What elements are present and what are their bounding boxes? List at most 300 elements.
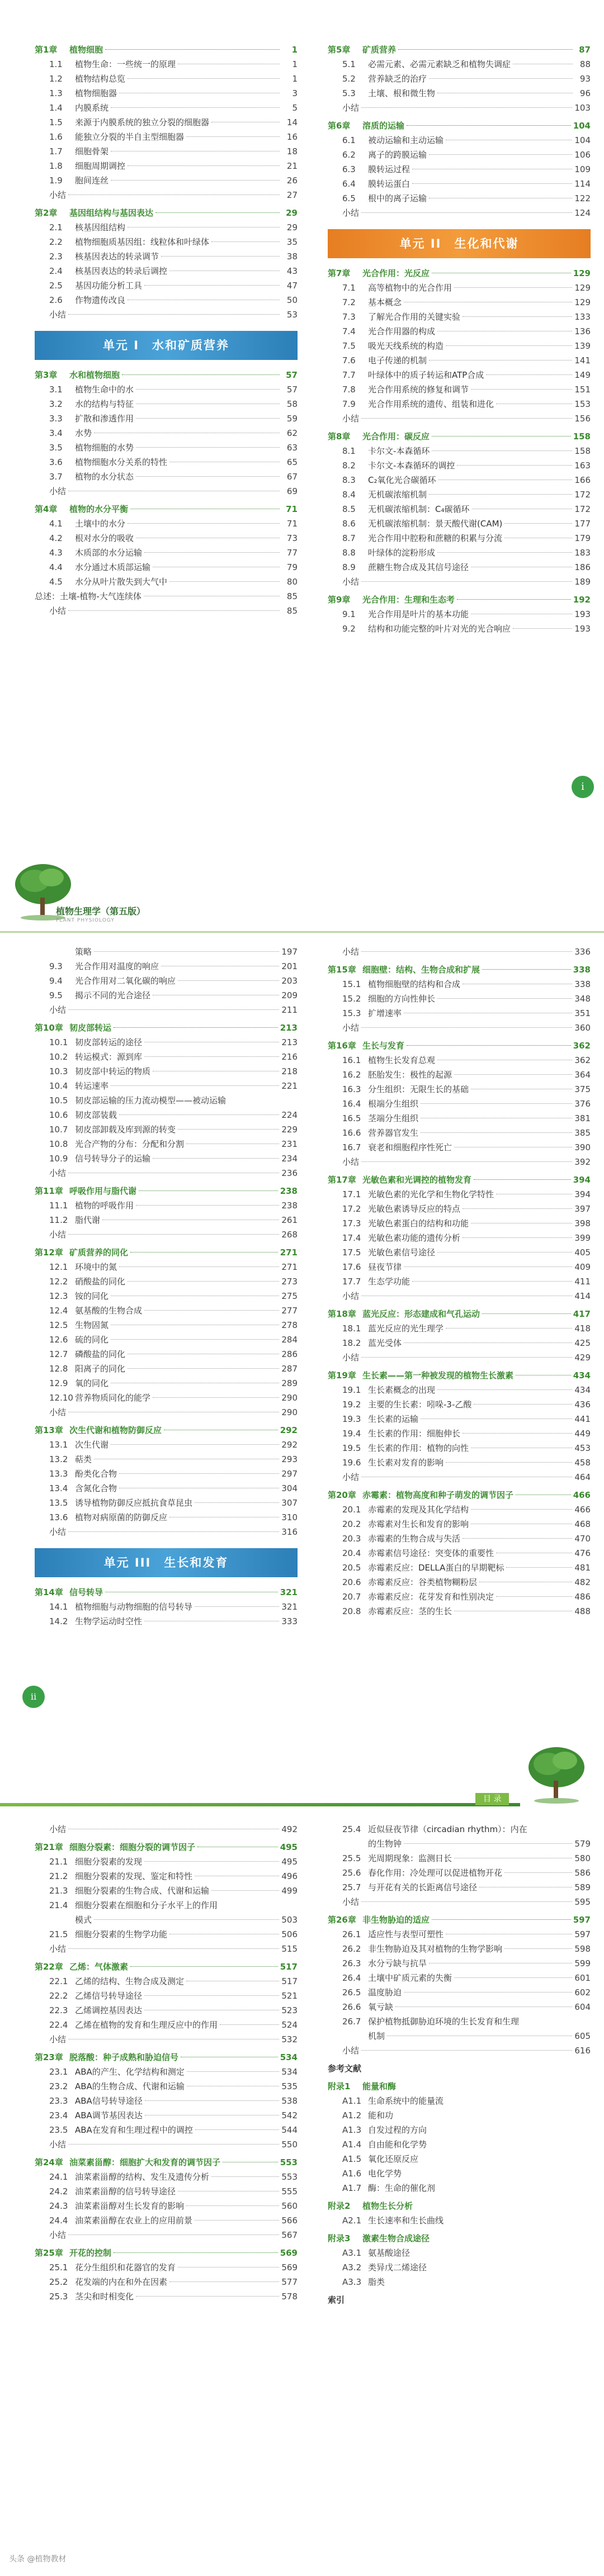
- toc-section[interactable]: [35, 2184, 298, 2199]
- toc-section[interactable]: [35, 1151, 298, 1166]
- toc-section[interactable]: [328, 1245, 591, 1260]
- toc-section[interactable]: [328, 2014, 591, 2029]
- toc-section[interactable]: [328, 57, 591, 72]
- toc-section[interactable]: [328, 1441, 591, 1455]
- toc-section[interactable]: [35, 1496, 298, 1510]
- toc-section[interactable]: [35, 278, 298, 293]
- toc-section[interactable]: [35, 220, 298, 235]
- toc-section[interactable]: [328, 2123, 591, 2137]
- header-divider: [0, 931, 604, 933]
- toc-section[interactable]: [35, 382, 298, 397]
- toc-section[interactable]: [35, 1318, 298, 1332]
- toc-chapter[interactable]: [328, 962, 591, 977]
- entry-title: 水分从叶片散失到大气中: [75, 577, 168, 587]
- toc-section[interactable]: [328, 1575, 591, 1590]
- toc-section[interactable]: [35, 2003, 298, 2018]
- toc-chapter[interactable]: [35, 1245, 298, 1260]
- entry-number: 第25章: [35, 2248, 63, 2258]
- toc-section[interactable]: [328, 162, 591, 177]
- toc-section[interactable]: [35, 1108, 298, 1122]
- toc-section[interactable]: [328, 1202, 591, 1216]
- toc-section[interactable]: [328, 607, 591, 622]
- toc-chapter[interactable]: [328, 118, 591, 133]
- entry-number: 15.3: [342, 1008, 361, 1018]
- leader-dots: [169, 581, 280, 582]
- entry-number: 第26章: [328, 1915, 356, 1925]
- toc-summary[interactable]: [328, 1350, 591, 1365]
- toc-section[interactable]: [35, 2094, 298, 2108]
- toc-section[interactable]: [328, 1956, 591, 1971]
- toc-summary[interactable]: [35, 1525, 298, 1539]
- toc-section[interactable]: [35, 57, 298, 72]
- entry-title: ABA在发育和生理过程中的调控: [75, 2125, 193, 2135]
- toc-section[interactable]: [328, 1053, 591, 1068]
- toc-heading[interactable]: [328, 2061, 591, 2076]
- toc-section[interactable]: [328, 1097, 591, 1111]
- toc-section[interactable]: [35, 1884, 298, 1898]
- toc-section[interactable]: [328, 1336, 591, 1350]
- toc-section[interactable]: [35, 1869, 298, 1884]
- toc-continuation[interactable]: [35, 945, 298, 959]
- leader-dots: [136, 418, 280, 419]
- toc-section[interactable]: [328, 1822, 591, 1837]
- toc-summary[interactable]: [35, 2032, 298, 2047]
- toc-section[interactable]: [35, 1035, 298, 1050]
- leader-dots: [395, 2006, 572, 2007]
- toc-section[interactable]: [328, 2094, 591, 2108]
- toc-section[interactable]: [35, 293, 298, 307]
- toc-section[interactable]: [328, 2137, 591, 2152]
- toc-section[interactable]: [35, 1600, 298, 1614]
- entry-title: 氧亏缺: [368, 2002, 394, 2012]
- toc-section[interactable]: [35, 159, 298, 173]
- toc-section[interactable]: [35, 1122, 298, 1137]
- toc-section[interactable]: [328, 473, 591, 487]
- toc-section[interactable]: [328, 1880, 591, 1895]
- toc-section[interactable]: [328, 148, 591, 162]
- toc-section[interactable]: [328, 1126, 591, 1140]
- toc-section[interactable]: [328, 1590, 591, 1604]
- toc-section[interactable]: [35, 469, 298, 484]
- entry-title: 植物细胞器: [75, 88, 117, 98]
- toc-section[interactable]: [35, 560, 298, 575]
- toc-section[interactable]: [328, 310, 591, 324]
- toc-chapter[interactable]: [328, 266, 591, 281]
- toc-section[interactable]: [35, 1260, 298, 1274]
- toc-section[interactable]: [328, 1985, 591, 2000]
- toc-section[interactable]: [328, 397, 591, 411]
- toc-section[interactable]: [328, 324, 591, 339]
- entry-title: 生长素的运输: [368, 1414, 419, 1424]
- toc-section[interactable]: [35, 115, 298, 130]
- toc-section[interactable]: [35, 1289, 298, 1303]
- page-number: 67: [286, 472, 298, 482]
- toc-chapter[interactable]: [328, 1173, 591, 1187]
- toc-section[interactable]: [35, 2065, 298, 2079]
- toc-summary[interactable]: [328, 411, 591, 426]
- page-number: 470: [574, 1534, 591, 1544]
- toc-summary[interactable]: [35, 1166, 298, 1180]
- toc-section[interactable]: [328, 1216, 591, 1231]
- toc-summary[interactable]: [328, 945, 591, 959]
- toc-section[interactable]: [35, 575, 298, 589]
- entry-number: 6.4: [342, 179, 356, 189]
- toc-section[interactable]: [328, 72, 591, 86]
- toc-section[interactable]: [328, 444, 591, 458]
- entry-number: 7.4: [342, 326, 356, 336]
- toc-summary[interactable]: [35, 2137, 298, 2152]
- toc-section[interactable]: [35, 1303, 298, 1318]
- entry-title: 小结: [342, 1023, 360, 1033]
- toc-section[interactable]: [328, 1383, 591, 1397]
- toc-section[interactable]: [35, 2199, 298, 2213]
- toc-section[interactable]: [35, 1898, 298, 1913]
- toc-summary[interactable]: [328, 1289, 591, 1303]
- toc-continuation[interactable]: [328, 1837, 591, 1851]
- page-number: 292: [281, 1440, 298, 1450]
- page-number: 29: [286, 222, 298, 233]
- page-number: 50: [286, 295, 298, 305]
- toc-section[interactable]: [35, 1927, 298, 1942]
- leader-dots: [119, 1266, 279, 1267]
- toc-section[interactable]: [35, 440, 298, 455]
- toc-section[interactable]: [328, 339, 591, 353]
- toc-section[interactable]: [328, 133, 591, 148]
- toc-summary[interactable]: [35, 1003, 298, 1017]
- toc-section[interactable]: [328, 992, 591, 1006]
- toc-chapter[interactable]: [35, 206, 298, 220]
- toc-section[interactable]: [35, 1332, 298, 1347]
- toc-summary[interactable]: [328, 101, 591, 115]
- toc-chapter[interactable]: [35, 1840, 298, 1854]
- toc-section[interactable]: [328, 295, 591, 310]
- toc-section[interactable]: [35, 426, 298, 440]
- toc-summary[interactable]: [328, 1470, 591, 1484]
- entry-title: 光敏色素功能的遗传分析: [368, 1233, 461, 1243]
- toc-chapter[interactable]: [328, 1038, 591, 1053]
- entry-number: 3.6: [49, 457, 63, 467]
- toc-section[interactable]: [35, 130, 298, 144]
- page-number: 183: [574, 548, 591, 558]
- entry-title: 氨基酸的生物合成: [75, 1306, 143, 1316]
- entry-title: 自发过程的方向: [368, 2125, 427, 2135]
- toc-section[interactable]: [328, 1260, 591, 1274]
- toc-chapter[interactable]: [328, 592, 591, 607]
- entry-title: 激素生物合成途径: [362, 2233, 430, 2243]
- toc-chapter[interactable]: [35, 1585, 298, 1600]
- toc-section[interactable]: [35, 1510, 298, 1525]
- entry-number: 10.3: [49, 1066, 68, 1076]
- entry-title: C₂氧化光合碳循环: [368, 475, 436, 485]
- toc-section[interactable]: [35, 1198, 298, 1213]
- toc-section[interactable]: [328, 1604, 591, 1619]
- leader-dots: [153, 1158, 279, 1159]
- page-number: 197: [281, 947, 298, 957]
- toc-chapter[interactable]: [328, 429, 591, 444]
- entry-title: 电子传递的机制: [368, 355, 427, 366]
- toc-section[interactable]: [328, 1517, 591, 1531]
- entry-number: 第8章: [328, 431, 351, 442]
- toc-section[interactable]: [35, 531, 298, 545]
- toc-section[interactable]: [35, 2018, 298, 2032]
- toc-section[interactable]: [328, 1397, 591, 1412]
- page-number: 216: [281, 1052, 298, 1062]
- toc-section[interactable]: [35, 86, 298, 101]
- toc-chapter[interactable]: [328, 2079, 591, 2094]
- toc-section[interactable]: [35, 1347, 298, 1361]
- toc-section[interactable]: [35, 144, 298, 159]
- entry-title: 乙烯在植物的发育和生理反应中的作用: [75, 2020, 218, 2030]
- toc-section[interactable]: [328, 502, 591, 516]
- section-tab: 目 录: [475, 1793, 509, 1805]
- toc-section[interactable]: [328, 1321, 591, 1336]
- toc-chapter[interactable]: [35, 2050, 298, 2065]
- toc-section[interactable]: [328, 622, 591, 636]
- entry-number: 3.2: [49, 399, 63, 409]
- entry-title: 韧皮部卸载及库到源的转变: [75, 1125, 176, 1135]
- page-number: 158: [574, 446, 591, 456]
- toc-section[interactable]: [328, 2000, 591, 2014]
- toc-chapter[interactable]: [328, 1307, 591, 1321]
- toc-section[interactable]: [328, 1546, 591, 1560]
- toc-section[interactable]: [328, 281, 591, 295]
- toc-section[interactable]: [35, 1989, 298, 2003]
- toc-section[interactable]: [35, 516, 298, 531]
- toc-section[interactable]: [328, 1068, 591, 1082]
- page-number: 286: [281, 1349, 298, 1359]
- toc-section[interactable]: [35, 1854, 298, 1869]
- toc-section[interactable]: [328, 1927, 591, 1942]
- toc-section[interactable]: [328, 382, 591, 397]
- toc-section[interactable]: [35, 545, 298, 560]
- toc-section[interactable]: [328, 1502, 591, 1517]
- page-number: 409: [574, 1262, 591, 1272]
- toc-summary[interactable]: [328, 2043, 591, 2058]
- toc-section[interactable]: [328, 353, 591, 368]
- toc-section[interactable]: [328, 1866, 591, 1880]
- toc-section[interactable]: [328, 1942, 591, 1956]
- toc-section[interactable]: [328, 2275, 591, 2289]
- toc-chapter[interactable]: [35, 368, 298, 382]
- toc-section[interactable]: [35, 1093, 298, 1108]
- toc-section[interactable]: [328, 977, 591, 992]
- toc-chapter[interactable]: [328, 1488, 591, 1502]
- toc-section[interactable]: [35, 2108, 298, 2123]
- toc-summary[interactable]: [328, 1021, 591, 1035]
- toc-summary[interactable]: [35, 1227, 298, 1242]
- toc-section[interactable]: [328, 1426, 591, 1441]
- toc-section[interactable]: [328, 545, 591, 560]
- entry-number: 12.5: [49, 1320, 68, 1330]
- entry-number: 第18章: [328, 1309, 356, 1319]
- toc-section[interactable]: [35, 1064, 298, 1079]
- toc-section[interactable]: [35, 974, 298, 988]
- entry-number: 9.5: [49, 990, 63, 1000]
- entry-number: 16.3: [342, 1084, 361, 1094]
- toc-section[interactable]: [35, 2275, 298, 2289]
- toc-chapter[interactable]: [35, 2246, 298, 2260]
- toc-summary[interactable]: [35, 1822, 298, 1837]
- leader-dots: [111, 1085, 279, 1086]
- toc-chapter[interactable]: [328, 2199, 591, 2213]
- toc-section[interactable]: [328, 1412, 591, 1426]
- toc-summary[interactable]: [35, 307, 298, 322]
- entry-number: 13.2: [49, 1454, 68, 1464]
- toc-chapter[interactable]: [35, 502, 298, 516]
- toc-chapter[interactable]: [35, 42, 298, 57]
- toc-chapter[interactable]: [328, 1368, 591, 1383]
- toc-summary[interactable]: [35, 1942, 298, 1956]
- toc-section[interactable]: [328, 2152, 591, 2166]
- toc-chapter[interactable]: [328, 1913, 591, 1927]
- entry-title: 小结: [342, 414, 360, 424]
- toc-continuation[interactable]: [328, 2029, 591, 2043]
- page-number: 414: [574, 1291, 591, 1301]
- toc-continuation[interactable]: [35, 1913, 298, 1927]
- toc-section[interactable]: [35, 235, 298, 249]
- toc-chapter[interactable]: [35, 2155, 298, 2170]
- page-number: 449: [574, 1429, 591, 1439]
- toc-section[interactable]: [35, 2170, 298, 2184]
- toc-section[interactable]: [35, 455, 298, 469]
- toc-section[interactable]: [35, 2123, 298, 2137]
- toc-section[interactable]: [328, 560, 591, 575]
- page-number: 87: [579, 45, 591, 55]
- page-number: 441: [574, 1414, 591, 1424]
- toc-summary[interactable]: [35, 188, 298, 202]
- toc-section[interactable]: [35, 1137, 298, 1151]
- toc-section[interactable]: [328, 1560, 591, 1575]
- page-number: 434: [574, 1385, 591, 1395]
- entry-title: 的生物钟: [368, 1839, 402, 1849]
- page-number: 1: [292, 59, 298, 69]
- toc-section[interactable]: [328, 2213, 591, 2228]
- toc-section[interactable]: [328, 458, 591, 473]
- toc-section[interactable]: [328, 487, 591, 502]
- toc-section[interactable]: [328, 1006, 591, 1021]
- toc-section[interactable]: [35, 1974, 298, 1989]
- leader-dots: [446, 345, 572, 346]
- toc-summary[interactable]: [35, 1405, 298, 1420]
- page-number: 597: [574, 1929, 591, 1939]
- toc-section[interactable]: [328, 2166, 591, 2181]
- book-title: 植物生理学（第五版）: [56, 906, 146, 917]
- page-number: 278: [281, 1320, 298, 1330]
- toc-section[interactable]: [328, 2181, 591, 2195]
- toc-section[interactable]: [35, 411, 298, 426]
- toc-section[interactable]: [35, 2213, 298, 2228]
- toc-section[interactable]: [328, 1971, 591, 1985]
- toc-section[interactable]: [35, 959, 298, 974]
- toc-section[interactable]: [35, 1467, 298, 1481]
- toc-chapter[interactable]: [35, 1423, 298, 1438]
- toc-chapter[interactable]: [35, 1184, 298, 1198]
- toc-summary[interactable]: [328, 206, 591, 220]
- toc-section[interactable]: [35, 1079, 298, 1093]
- entry-title: 矿质营养的同化: [69, 1247, 129, 1258]
- toc-section[interactable]: [328, 2260, 591, 2275]
- entry-number: 7.9: [342, 399, 356, 409]
- page-number: 211: [281, 1005, 298, 1015]
- toc-section[interactable]: [328, 368, 591, 382]
- toc-section[interactable]: [328, 1851, 591, 1866]
- toc-chapter[interactable]: [35, 1960, 298, 1974]
- toc-section[interactable]: [35, 1213, 298, 1227]
- toc-section[interactable]: [35, 2079, 298, 2094]
- toc-section[interactable]: [328, 177, 591, 191]
- entry-number: 附录1: [328, 2081, 351, 2091]
- toc-section[interactable]: [35, 988, 298, 1003]
- toc-section[interactable]: [35, 72, 298, 86]
- toc-section[interactable]: [328, 1082, 591, 1097]
- toc-section[interactable]: [35, 1614, 298, 1629]
- toc-heading[interactable]: [328, 2293, 591, 2307]
- toc-section[interactable]: [35, 2289, 298, 2304]
- toc-section[interactable]: [35, 101, 298, 115]
- toc-summary[interactable]: [35, 484, 298, 499]
- toc-section[interactable]: [328, 86, 591, 101]
- toc-section[interactable]: [328, 531, 591, 545]
- page-number: 476: [574, 1548, 591, 1558]
- entry-number: A2.1: [342, 2216, 362, 2226]
- toc-section[interactable]: [35, 1481, 298, 1496]
- leader-dots: [145, 2100, 280, 2101]
- toc-section[interactable]: [35, 173, 298, 188]
- entry-title: 蔗糖生物合成及其信号途径: [368, 562, 469, 572]
- toc-section[interactable]: [328, 1140, 591, 1155]
- toc-summary[interactable]: [35, 2228, 298, 2242]
- toc-section[interactable]: [35, 1050, 298, 1064]
- toc-summary[interactable]: [328, 1895, 591, 1909]
- toc-summary[interactable]: [35, 604, 298, 618]
- toc-summary[interactable]: [328, 575, 591, 589]
- toc-section[interactable]: [328, 1531, 591, 1546]
- entry-title: 小结: [49, 2034, 67, 2044]
- toc-section[interactable]: [35, 1361, 298, 1376]
- toc-section[interactable]: [35, 397, 298, 411]
- toc-section[interactable]: [328, 1274, 591, 1289]
- toc-section[interactable]: [35, 249, 298, 264]
- toc-section[interactable]: [328, 1455, 591, 1470]
- toc-section[interactable]: [35, 1391, 298, 1405]
- leader-dots: [437, 998, 572, 999]
- toc-section[interactable]: [35, 1376, 298, 1391]
- toc-section[interactable]: [328, 1111, 591, 1126]
- toc-section[interactable]: [35, 1452, 298, 1467]
- entry-title: 植物生命：一些统一的原理: [75, 59, 176, 69]
- toc-section[interactable]: [35, 1274, 298, 1289]
- toc-section[interactable]: [35, 2260, 298, 2275]
- toc-entry[interactable]: [35, 589, 298, 604]
- toc-section[interactable]: [328, 1231, 591, 1245]
- entry-title: 油菜素甾醇对生长发育的影响: [75, 2201, 185, 2211]
- toc-section[interactable]: [35, 264, 298, 278]
- entry-number: 18.2: [342, 1338, 361, 1348]
- toc-section[interactable]: [328, 1187, 591, 1202]
- leader-dots: [153, 1397, 279, 1398]
- toc-section[interactable]: [35, 1438, 298, 1452]
- entry-number: 21.4: [49, 1900, 68, 1910]
- toc-chapter[interactable]: [328, 2231, 591, 2246]
- toc-section[interactable]: [328, 2108, 591, 2123]
- toc-section[interactable]: [328, 516, 591, 531]
- toc-section[interactable]: [328, 191, 591, 206]
- toc-summary[interactable]: [328, 1155, 591, 1169]
- entry-title: 小结: [49, 2230, 67, 2240]
- toc-section[interactable]: [328, 2246, 591, 2260]
- toc-chapter[interactable]: [35, 1021, 298, 1035]
- toc-chapter[interactable]: [328, 42, 591, 57]
